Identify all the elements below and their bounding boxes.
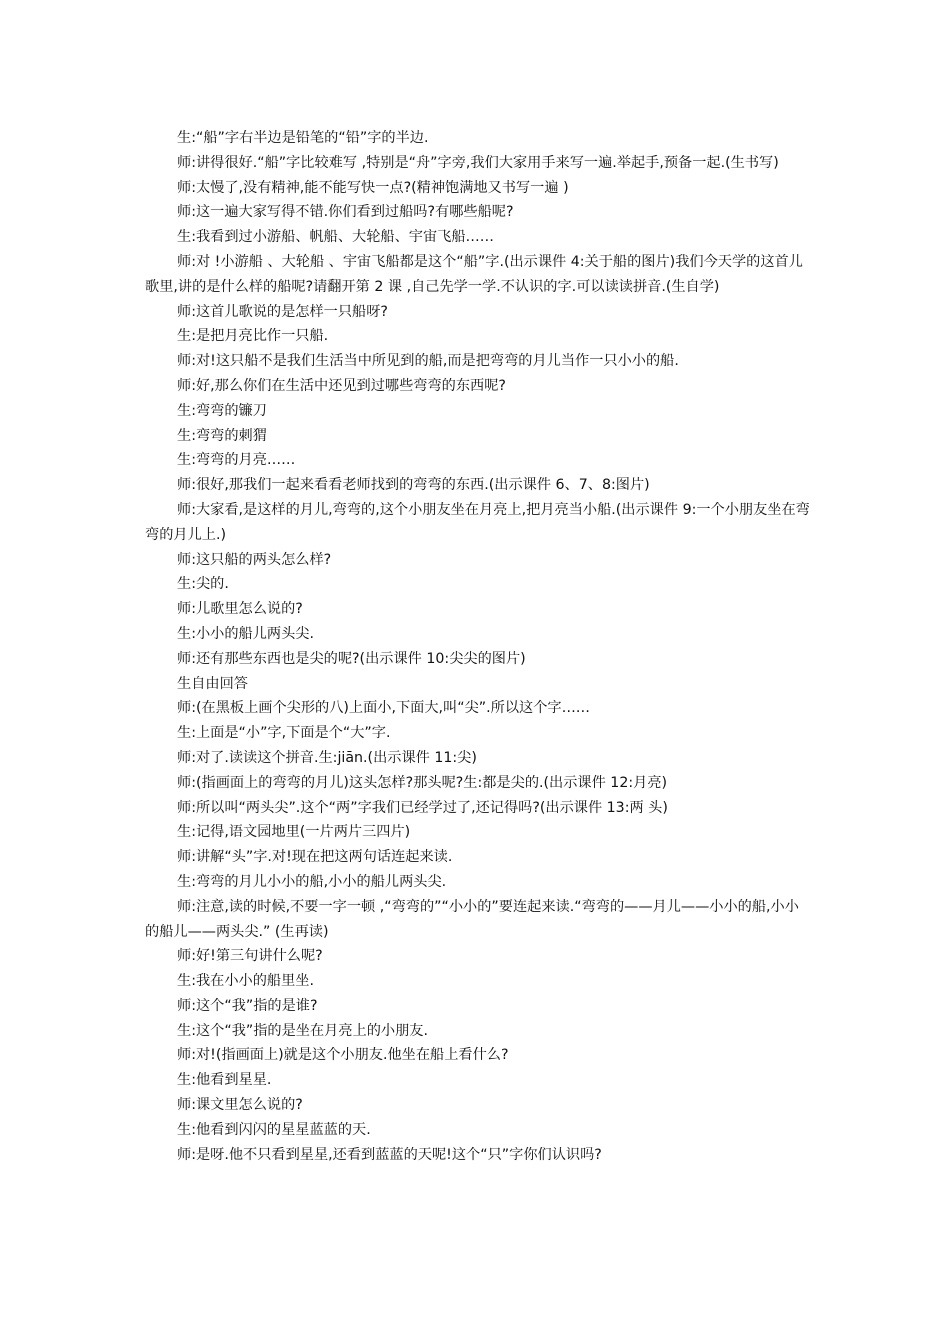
paragraph: 生:他看到星星.	[177, 1072, 272, 1089]
paragraph: 师:这个“我”指的是谁?	[177, 997, 318, 1014]
paragraph: 师:对了.读读这个拼音.生:jiān.(出示课件 11:尖)	[177, 749, 477, 766]
paragraph: 生:上面是“小”字,下面是个“大”字.	[177, 725, 391, 742]
paragraph: 生:这个“我”指的是坐在月亮上的小朋友.	[177, 1022, 428, 1039]
paragraph: 师:这首儿歌说的是怎样一只船呀?	[177, 303, 388, 320]
paragraph: 生:记得,语文园地里(一片两片三四片)	[177, 824, 411, 841]
paragraph: 师:对!这只船不是我们生活当中所见到的船,而是把弯弯的月儿当作一只小小的船.	[177, 353, 679, 370]
paragraph: 师:太慢了,没有精神,能不能写快一点?(精神饱满地又书写一遍 )	[177, 179, 569, 196]
paragraph: 师:对 !小游船 、大轮船 、宇宙飞船都是这个“船”字.(出示课件 4:关于船的图片)我们今天学的这首儿歌里,讲的是什么样的船呢?请翻开第 2 课 ,自己先学一学.不认识的字.可以读读拼音.(生自学)	[145, 253, 803, 295]
paragraph: 生:是把月亮比作一只船.	[177, 328, 329, 345]
paragraph: 师:注意,读的时候,不要一字一顿 ,“弯弯的”“小小的”要连起来读.“弯弯的——月儿——小小的船,小小的船儿——两头尖.” (生再读)	[145, 898, 799, 940]
paragraph: 师:所以叫“两头尖”.这个“两”字我们已经学过了,还记得吗?(出示课件 13:两 头)	[177, 799, 668, 816]
paragraph: 师:还有那些东西也是尖的呢?(出示课件 10:尖尖的图片)	[177, 650, 526, 667]
paragraph: 生:尖的.	[177, 576, 229, 593]
paragraph: 生:我看到过小游船、帆船、大轮船、宇宙飞船……	[177, 229, 494, 246]
paragraph: 师:是呀.他不只看到星星,还看到蓝蓝的天呢!这个“只”字你们认识吗?	[177, 1146, 602, 1163]
paragraph: 生:我在小小的船里坐.	[177, 973, 314, 990]
paragraph: 生自由回答	[177, 675, 248, 692]
paragraph: 生:他看到闪闪的星星蓝蓝的天.	[177, 1121, 371, 1138]
paragraph: 生:“船”字右半边是铅笔的“铅”字的半边.	[177, 130, 429, 146]
paragraph: 师:讲解“头”字.对!现在把这两句话连起来读.	[177, 849, 453, 866]
document-body	[145, 126, 811, 1167]
paragraph: 生:小小的船儿两头尖.	[177, 625, 314, 642]
paragraph: 生:弯弯的月儿小小的船,小小的船儿两头尖.	[177, 873, 447, 890]
paragraph: 师:(在黑板上画个尖形的八)上面小,下面大,叫“尖”.所以这个字……	[177, 700, 590, 717]
paragraph: 师:对!(指画面上)就是这个小朋友.他坐在船上看什么?	[177, 1047, 509, 1064]
paragraph: 生:弯弯的镰刀	[177, 402, 267, 419]
paragraph: 生:弯弯的月亮……	[177, 452, 296, 469]
paragraph: 师:儿歌里怎么说的?	[177, 601, 303, 618]
paragraph: 生:弯弯的刺猬	[177, 427, 267, 444]
paragraph: 师:这只船的两头怎么样?	[177, 551, 332, 568]
paragraph: 师:大家看,是这样的月儿,弯弯的,这个小朋友坐在月亮上,把月亮当小船.(出示课件 9:一个小朋友坐在弯弯的月儿上.)	[145, 501, 810, 543]
paragraph: 师:好,那么你们在生活中还见到过哪些弯弯的东西呢?	[177, 377, 506, 394]
paragraph: 师:好!第三句讲什么呢?	[177, 948, 323, 965]
paragraph: 师:这一遍大家写得不错.你们看到过船吗?有哪些船呢?	[177, 204, 514, 221]
paragraph: 师:课文里怎么说的?	[177, 1097, 303, 1114]
paragraph: 师:讲得很好.“船”字比较难写 ,特别是“舟”字旁,我们大家用手来写一遍.举起手,预备一起.(生书写)	[177, 154, 779, 171]
paragraph: 师:(指画面上的弯弯的月儿)这头怎样?那头呢?生:都是尖的.(出示课件 12:月亮)	[177, 774, 668, 791]
paragraph: 师:很好,那我们一起来看看老师找到的弯弯的东西.(出示课件 6、7、8:图片)	[177, 477, 650, 494]
